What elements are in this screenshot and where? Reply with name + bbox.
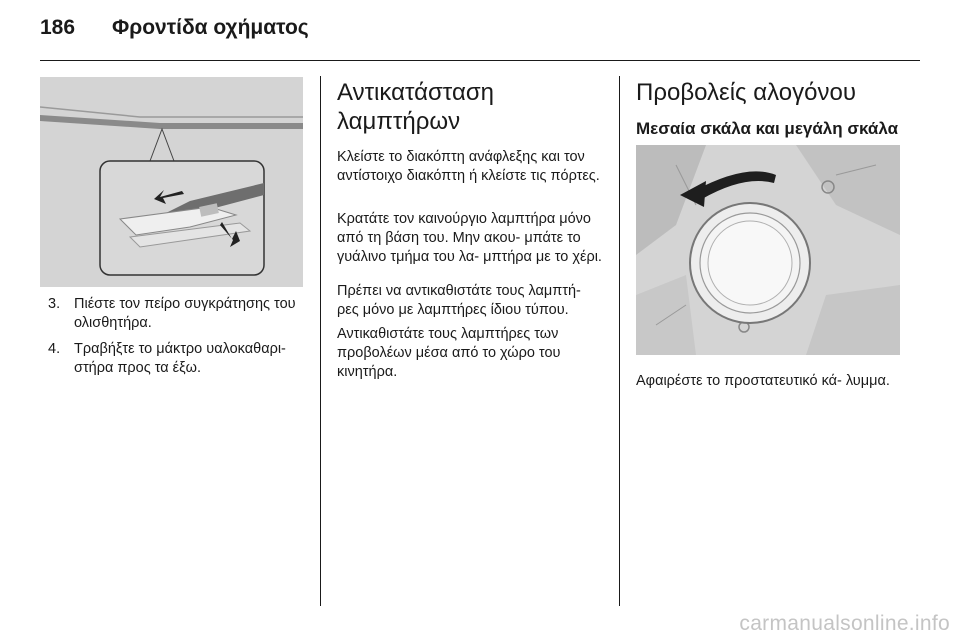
figure-caption: Αφαιρέστε το προστατευτικό κά- λυμμα. xyxy=(636,373,890,389)
running-title: Φροντίδα οχήματος xyxy=(112,16,309,39)
list-item xyxy=(48,295,308,333)
step-text: Πιέστε τον πείρο συγκράτησης του ολισθητήρα. xyxy=(74,296,296,331)
subsection-title: Μεσαία σκάλα και μεγάλη σκάλα xyxy=(636,119,899,138)
section-title-bulb-replacement: Αντικατάσταση λαμπτήρων xyxy=(337,79,494,135)
paragraph: Αντικαθιστάτε τους λαμπτήρες των προβολέων μέσα από το χώρο του κινητήρα. xyxy=(337,326,561,380)
step-number: 4. xyxy=(48,341,61,357)
headlamp-cover-rotation-illustration-icon xyxy=(636,145,900,355)
page-number: 186 xyxy=(40,16,76,39)
header-rule xyxy=(40,60,920,61)
step-number: 3. xyxy=(48,296,61,312)
section-title-halogen-headlamps: Προβολείς αλογόνου xyxy=(636,79,856,106)
paragraph: Πρέπει να αντικαθιστάτε τους λαμπτή- ρες μόνο με λαμπτήρες ίδιου τύπου. xyxy=(337,283,581,318)
watermark: carmanualsonline.info xyxy=(739,612,950,635)
column-divider-left xyxy=(320,76,321,606)
step-text: Τραβήξτε το μάκτρο υαλοκαθαρι- στήρα προς τα έξω. xyxy=(74,341,286,376)
paragraph: Κρατάτε τον καινούργιο λαμπτήρα μόνο από τη βάση του. Μην ακου- μπάτε το γυάλινο τμήμα του λα- μπτήρα με το χέρι. xyxy=(337,211,602,265)
column-divider-right xyxy=(619,76,620,606)
wiper-blade-removal-illustration-icon xyxy=(40,77,303,287)
list-item xyxy=(48,340,308,378)
page-header xyxy=(40,16,920,52)
step-list xyxy=(48,295,308,385)
paragraph: Κλείστε το διακόπτη ανάφλεξης και τον αντίστοιχο διακόπτη ή κλείστε τις πόρτες. xyxy=(337,149,600,184)
